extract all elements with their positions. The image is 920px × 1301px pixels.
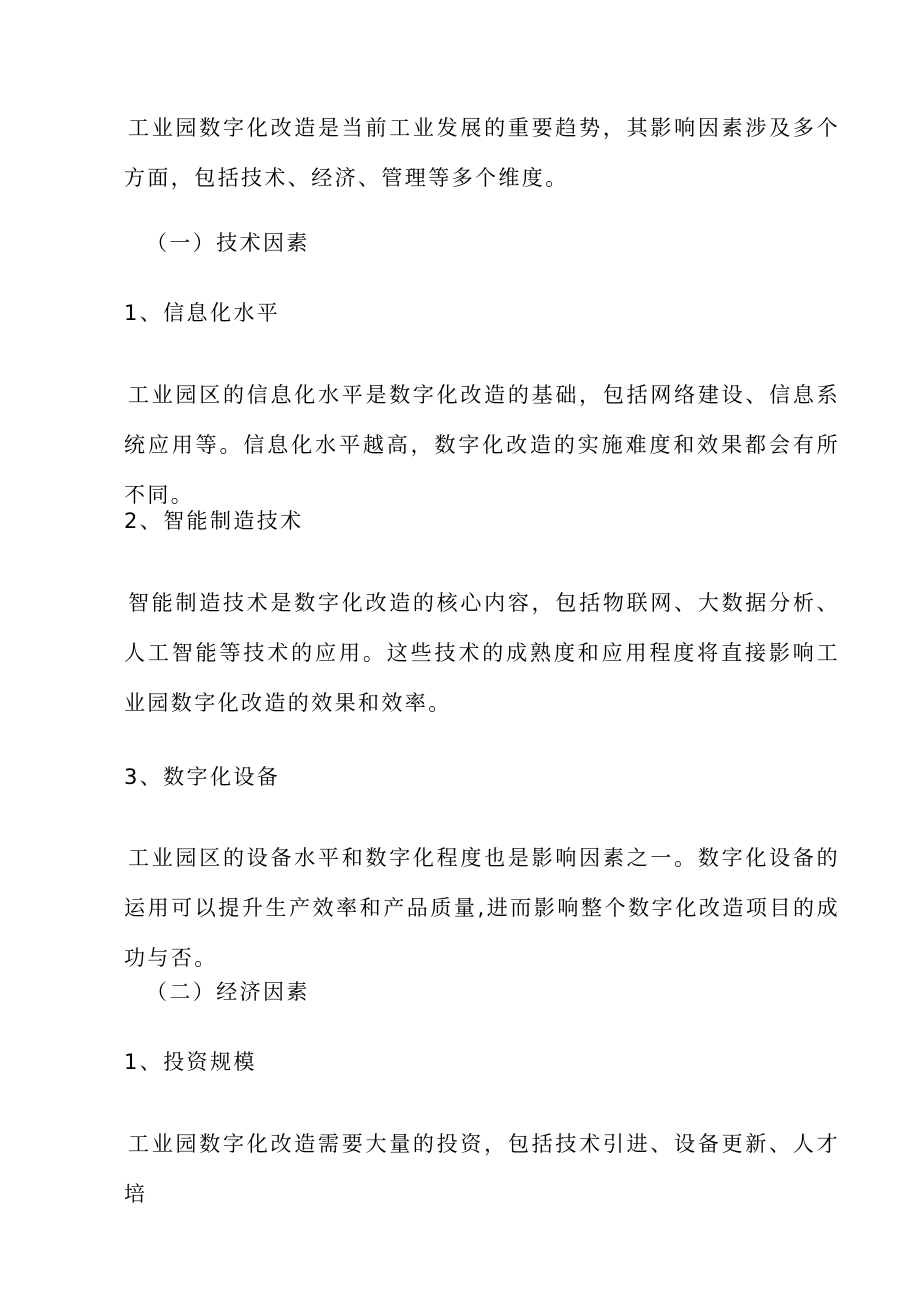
paragraph-intro: 工业园数字化改造是当前工业发展的重要趋势，其影响因素涉及多个方面，包括技术、经济、管理等多个维度。 bbox=[124, 116, 840, 190]
paragraph-informatization-level: 工业园区的信息化水平是数字化改造的基础，包括网络建设、信息系统应用等。信息化水平越高，数字化改造的实施难度和效果都会有所不同。 bbox=[124, 383, 840, 507]
subheading-informatization-level: 1、信息化水平 bbox=[124, 301, 281, 325]
paragraph-investment-scale: 工业园数字化改造需要大量的投资，包括技术引进、设备更新、人才培 bbox=[124, 1132, 840, 1206]
section-heading-economic-factors: （二）经济因素 bbox=[146, 980, 310, 1004]
subheading-digital-equipment: 3、数字化设备 bbox=[124, 765, 281, 789]
subheading-intelligent-manufacturing: 2、智能制造技术 bbox=[124, 509, 304, 533]
paragraph-digital-equipment: 工业园区的设备水平和数字化程度也是影响因素之一。数字化设备的运用可以提升生产效率和产品质量,进而影响整个数字化改造项目的成功与否。 bbox=[124, 846, 840, 970]
section-heading-technical-factors: （一）技术因素 bbox=[146, 231, 310, 255]
subheading-investment-scale: 1、投资规模 bbox=[124, 1050, 257, 1074]
paragraph-intelligent-manufacturing: 智能制造技术是数字化改造的核心内容，包括物联网、大数据分析、人工智能等技术的应用。这些技术的成熟度和应用程度将直接影响工业园数字化改造的效果和效率。 bbox=[124, 591, 840, 715]
